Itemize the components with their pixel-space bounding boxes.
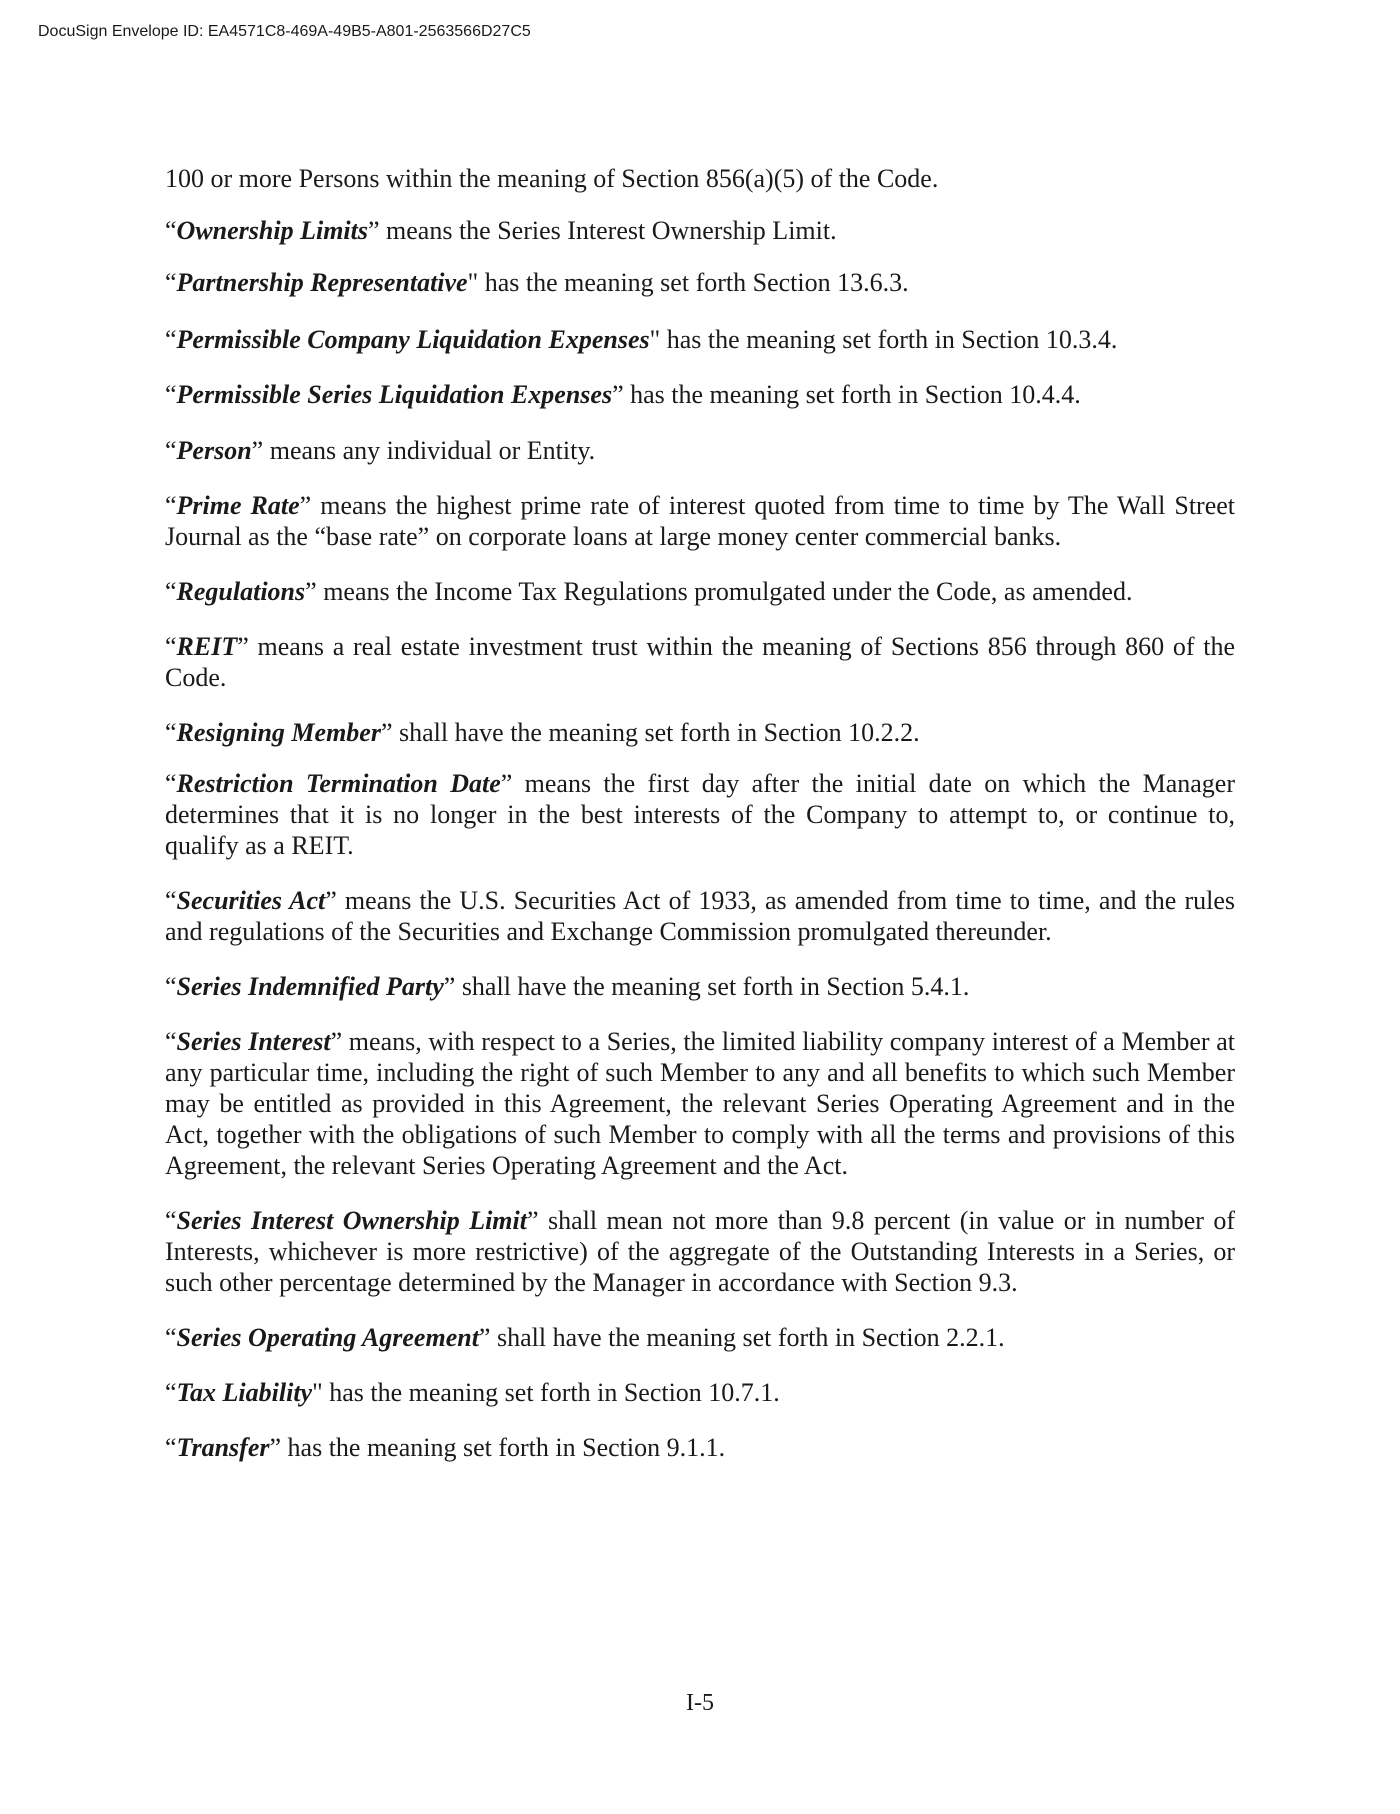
defined-term: Resigning Member (176, 718, 381, 747)
defined-term: Person (176, 436, 252, 465)
defined-term: Permissible Company Liquidation Expenses (176, 325, 650, 354)
open-quote: “ (165, 436, 177, 465)
definition-text: has the meaning set forth in Section 10.7.1. (322, 1378, 780, 1407)
open-quote: “ (165, 769, 177, 798)
close-quote: " (649, 325, 661, 354)
close-quote: ” (237, 632, 249, 661)
definition-text: means the Income Tax Regulations promulgated under the Code, as amended. (316, 577, 1133, 606)
definition-text: means, with respect to a Series, the limited liability company interest of a Member at any particular time, including the right of such Member to any and all benefits to which such Member may be entitled as provided in this Agreement, the relevant Series Operating Agreement and in the Act, together with the obligations of such Member to comply with all the terms and provisions of this Agreement, the relevant Series Operating Agreement and the Act. (165, 1027, 1236, 1180)
close-quote: ” (305, 577, 317, 606)
close-quote: ” (325, 886, 337, 915)
close-quote: ” (367, 216, 380, 245)
close-quote: ” (612, 380, 624, 409)
definition-paragraph (165, 1026, 1235, 1181)
document-body (165, 163, 1235, 1463)
definition-paragraph (165, 631, 1235, 693)
definition-text: has the meaning set forth in Section 9.1.1. (281, 1433, 726, 1462)
definition-text: has the meaning set forth in Section 10.3.4. (660, 325, 1118, 354)
definition-paragraph (165, 490, 1235, 552)
defined-term: Partnership Representative (176, 268, 468, 297)
open-quote: “ (165, 268, 177, 297)
definition-paragraph (165, 435, 1235, 466)
definition-text: means the highest prime rate of interest quoted from time to time by The Wall Street Journal as the “base rate” on corporate loans at large money center commercial banks. (165, 491, 1236, 551)
open-quote: “ (165, 325, 177, 354)
open-quote: “ (165, 718, 177, 747)
definition-text: shall have the meaning set forth in Section 2.2.1. (490, 1323, 1005, 1352)
definition-paragraph (165, 576, 1235, 607)
defined-term: Transfer (176, 1433, 270, 1462)
close-quote: ” (269, 1433, 282, 1462)
definition-text: shall have the meaning set forth in Section 5.4.1. (455, 972, 970, 1001)
open-quote: “ (165, 577, 177, 606)
definition-paragraph (165, 324, 1235, 355)
close-quote: ” (299, 491, 312, 520)
definition-paragraph (165, 215, 1235, 246)
definition-paragraph (165, 1432, 1235, 1463)
close-quote: ” (380, 718, 393, 747)
continuation-line: 100 or more Persons within the meaning of Section 856(a)(5) of the Code. (165, 164, 939, 193)
defined-term: REIT (176, 632, 238, 661)
open-quote: “ (165, 1323, 177, 1352)
defined-term: Prime Rate (176, 491, 300, 520)
definition-paragraph (165, 1322, 1235, 1353)
definition-paragraph (165, 267, 1235, 298)
close-quote: ” (330, 1027, 343, 1056)
page-number: I-5 (686, 1690, 714, 1716)
definitions-list (165, 215, 1235, 1463)
close-quote: ” (251, 436, 264, 465)
definition-paragraph (165, 885, 1235, 947)
definition-paragraph (165, 971, 1235, 1002)
defined-term: Series Indemnified Party (176, 972, 444, 1001)
close-quote: ” (478, 1323, 491, 1352)
definition-text: means a real estate investment trust within the meaning of Sections 856 through 860 of the Code. (165, 632, 1235, 692)
open-quote: “ (165, 886, 177, 915)
definition-paragraph (165, 1377, 1235, 1408)
defined-term: Ownership Limits (176, 216, 368, 245)
definition-paragraph (165, 717, 1235, 748)
open-quote: “ (165, 1378, 177, 1407)
open-quote: “ (165, 1206, 177, 1235)
definition-text: has the meaning set forth Section 13.6.3. (478, 268, 909, 297)
defined-term: Series Interest Ownership Limit (176, 1206, 527, 1235)
definition-text: means the first day after the initial date on which the Manager determines that it is no longer in the best interests of the Company to attempt to, or continue to, qualify as a REIT. (165, 769, 1235, 860)
defined-term: Regulations (176, 577, 306, 606)
open-quote: “ (165, 1433, 177, 1462)
definition-text: shall mean not more than 9.8 percent (in value or in number of Interests, whichever is more restrictive) of the aggregate of the Outstanding Interests in a Series, or such other percentage determined by the Manager in accordance with Section 9.3. (165, 1206, 1236, 1297)
close-quote: " (312, 1378, 323, 1407)
defined-term: Restriction Termination Date (176, 769, 501, 798)
defined-term: Series Operating Agreement (176, 1323, 479, 1352)
open-quote: “ (165, 1027, 177, 1056)
open-quote: “ (165, 972, 177, 1001)
docusign-envelope-id: DocuSign Envelope ID: EA4571C8-469A-49B5-A801-2563566D27C5 (38, 23, 531, 40)
open-quote: “ (165, 632, 177, 661)
close-quote: ” (443, 972, 456, 1001)
definition-text: means the U.S. Securities Act of 1933, as amended from time to time, and the rules and regulations of the Securities and Exchange Commission promulgated thereunder. (165, 886, 1235, 946)
defined-term: Series Interest (176, 1027, 331, 1056)
definition-paragraph (165, 1205, 1235, 1298)
definition-text: means any individual or Entity. (263, 436, 596, 465)
defined-term: Securities Act (176, 886, 326, 915)
definition-paragraph (165, 379, 1235, 410)
definition-paragraph (165, 768, 1235, 861)
open-quote: “ (165, 491, 177, 520)
definition-text: has the meaning set forth in Section 10.4.4. (623, 380, 1081, 409)
definition-text: means the Series Interest Ownership Limit. (379, 216, 837, 245)
defined-term: Permissible Series Liquidation Expenses (176, 380, 613, 409)
close-quote: ” (526, 1206, 539, 1235)
close-quote: ” (500, 769, 513, 798)
definition-text: shall have the meaning set forth in Section 10.2.2. (392, 718, 920, 747)
open-quote: “ (165, 216, 177, 245)
open-quote: “ (165, 380, 177, 409)
close-quote: " (467, 268, 479, 297)
defined-term: Tax Liability (176, 1378, 313, 1407)
